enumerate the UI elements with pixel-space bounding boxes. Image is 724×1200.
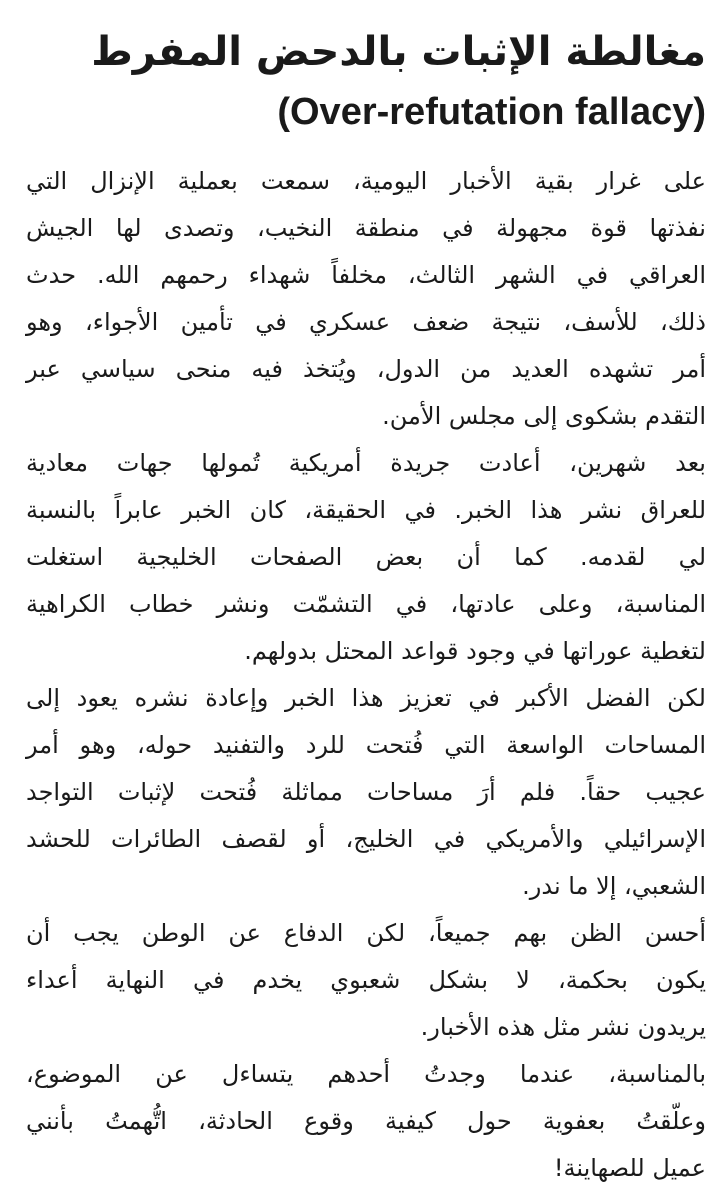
text-line: ذلك، للأسف، نتيجة ضعف عسكري في تأمين الأجواء، وهو bbox=[26, 308, 706, 336]
article bbox=[26, 22, 706, 1192]
article-body bbox=[26, 158, 706, 1192]
text-line: المناسبة، وعلى عادتها، في التشمّت ونشر خطاب الكراهية bbox=[26, 590, 706, 618]
text-line: التقدم بشكوى إلى مجلس الأمن. bbox=[382, 402, 706, 430]
article-title bbox=[26, 22, 706, 142]
text-line: أحسن الظن بهم جميعاً، لكن الدفاع عن الوطن يجب أن bbox=[26, 919, 706, 947]
text-line: لتغطية عوراتها في وجود قواعد المحتل بدولهم. bbox=[244, 637, 706, 665]
title-english: (Over-refutation fallacy) bbox=[277, 91, 706, 133]
paragraph bbox=[26, 158, 706, 440]
text-line: نفذتها قوة مجهولة في منطقة النخيب، وتصدى لها الجيش bbox=[26, 214, 706, 242]
paragraph bbox=[26, 910, 706, 1051]
text-line: وعلّقتُ بعفوية حول كيفية وقوع الحادثة، اتُّهمتُ بأنني bbox=[26, 1107, 706, 1135]
text-line: المساحات الواسعة التي فُتحت للرد والتفنيد حوله، وهو أمر bbox=[26, 731, 706, 759]
text-line: لي لقدمه. كما أن بعض الصفحات الخليجية استغلت bbox=[26, 543, 706, 571]
text-line: على غرار بقية الأخبار اليومية، سمعت بعملية الإنزال التي bbox=[26, 167, 706, 195]
title-arabic: مغالطة الإثبات بالدحض المفرط bbox=[91, 29, 706, 75]
text-line: للعراق نشر هذا الخبر. في الحقيقة، كان الخبر عابراً بالنسبة bbox=[26, 496, 706, 524]
text-line: يريدون نشر مثل هذه الأخبار. bbox=[420, 1013, 706, 1041]
text-line: يكون بحكمة، لا بشكل شعبوي يخدم في النهاية أعداء bbox=[26, 966, 706, 994]
text-line: الإسرائيلي والأمريكي في الخليج، أو لقصف الطائرات للحشد bbox=[26, 825, 706, 853]
paragraph bbox=[26, 1051, 706, 1192]
text-line: عميل للصهاينة! bbox=[553, 1154, 706, 1182]
paragraph bbox=[26, 440, 706, 675]
text-line: عجيب حقاً. فلم أرَ مساحات مماثلة فُتحت لإثبات التواجد bbox=[26, 778, 706, 806]
text-line: بالمناسبة، عندما وجدتُ أحدهم يتساءل عن الموضوع، bbox=[26, 1060, 706, 1088]
text-line: أمر تشهده العديد من الدول، ويُتخذ فيه منحى سياسي عبر bbox=[26, 355, 706, 383]
text-line: العراقي في الشهر الثالث، مخلفاً شهداء رحمهم الله. حدث bbox=[26, 261, 706, 289]
text-line: لكن الفضل الأكبر في تعزيز هذا الخبر وإعادة نشره يعود إلى bbox=[26, 684, 706, 712]
text-line: بعد شهرين، أعادت جريدة أمريكية تُمولها جهات معادية bbox=[26, 449, 706, 477]
paragraph bbox=[26, 675, 706, 910]
text-line: الشعبي، إلا ما ندر. bbox=[522, 872, 706, 900]
